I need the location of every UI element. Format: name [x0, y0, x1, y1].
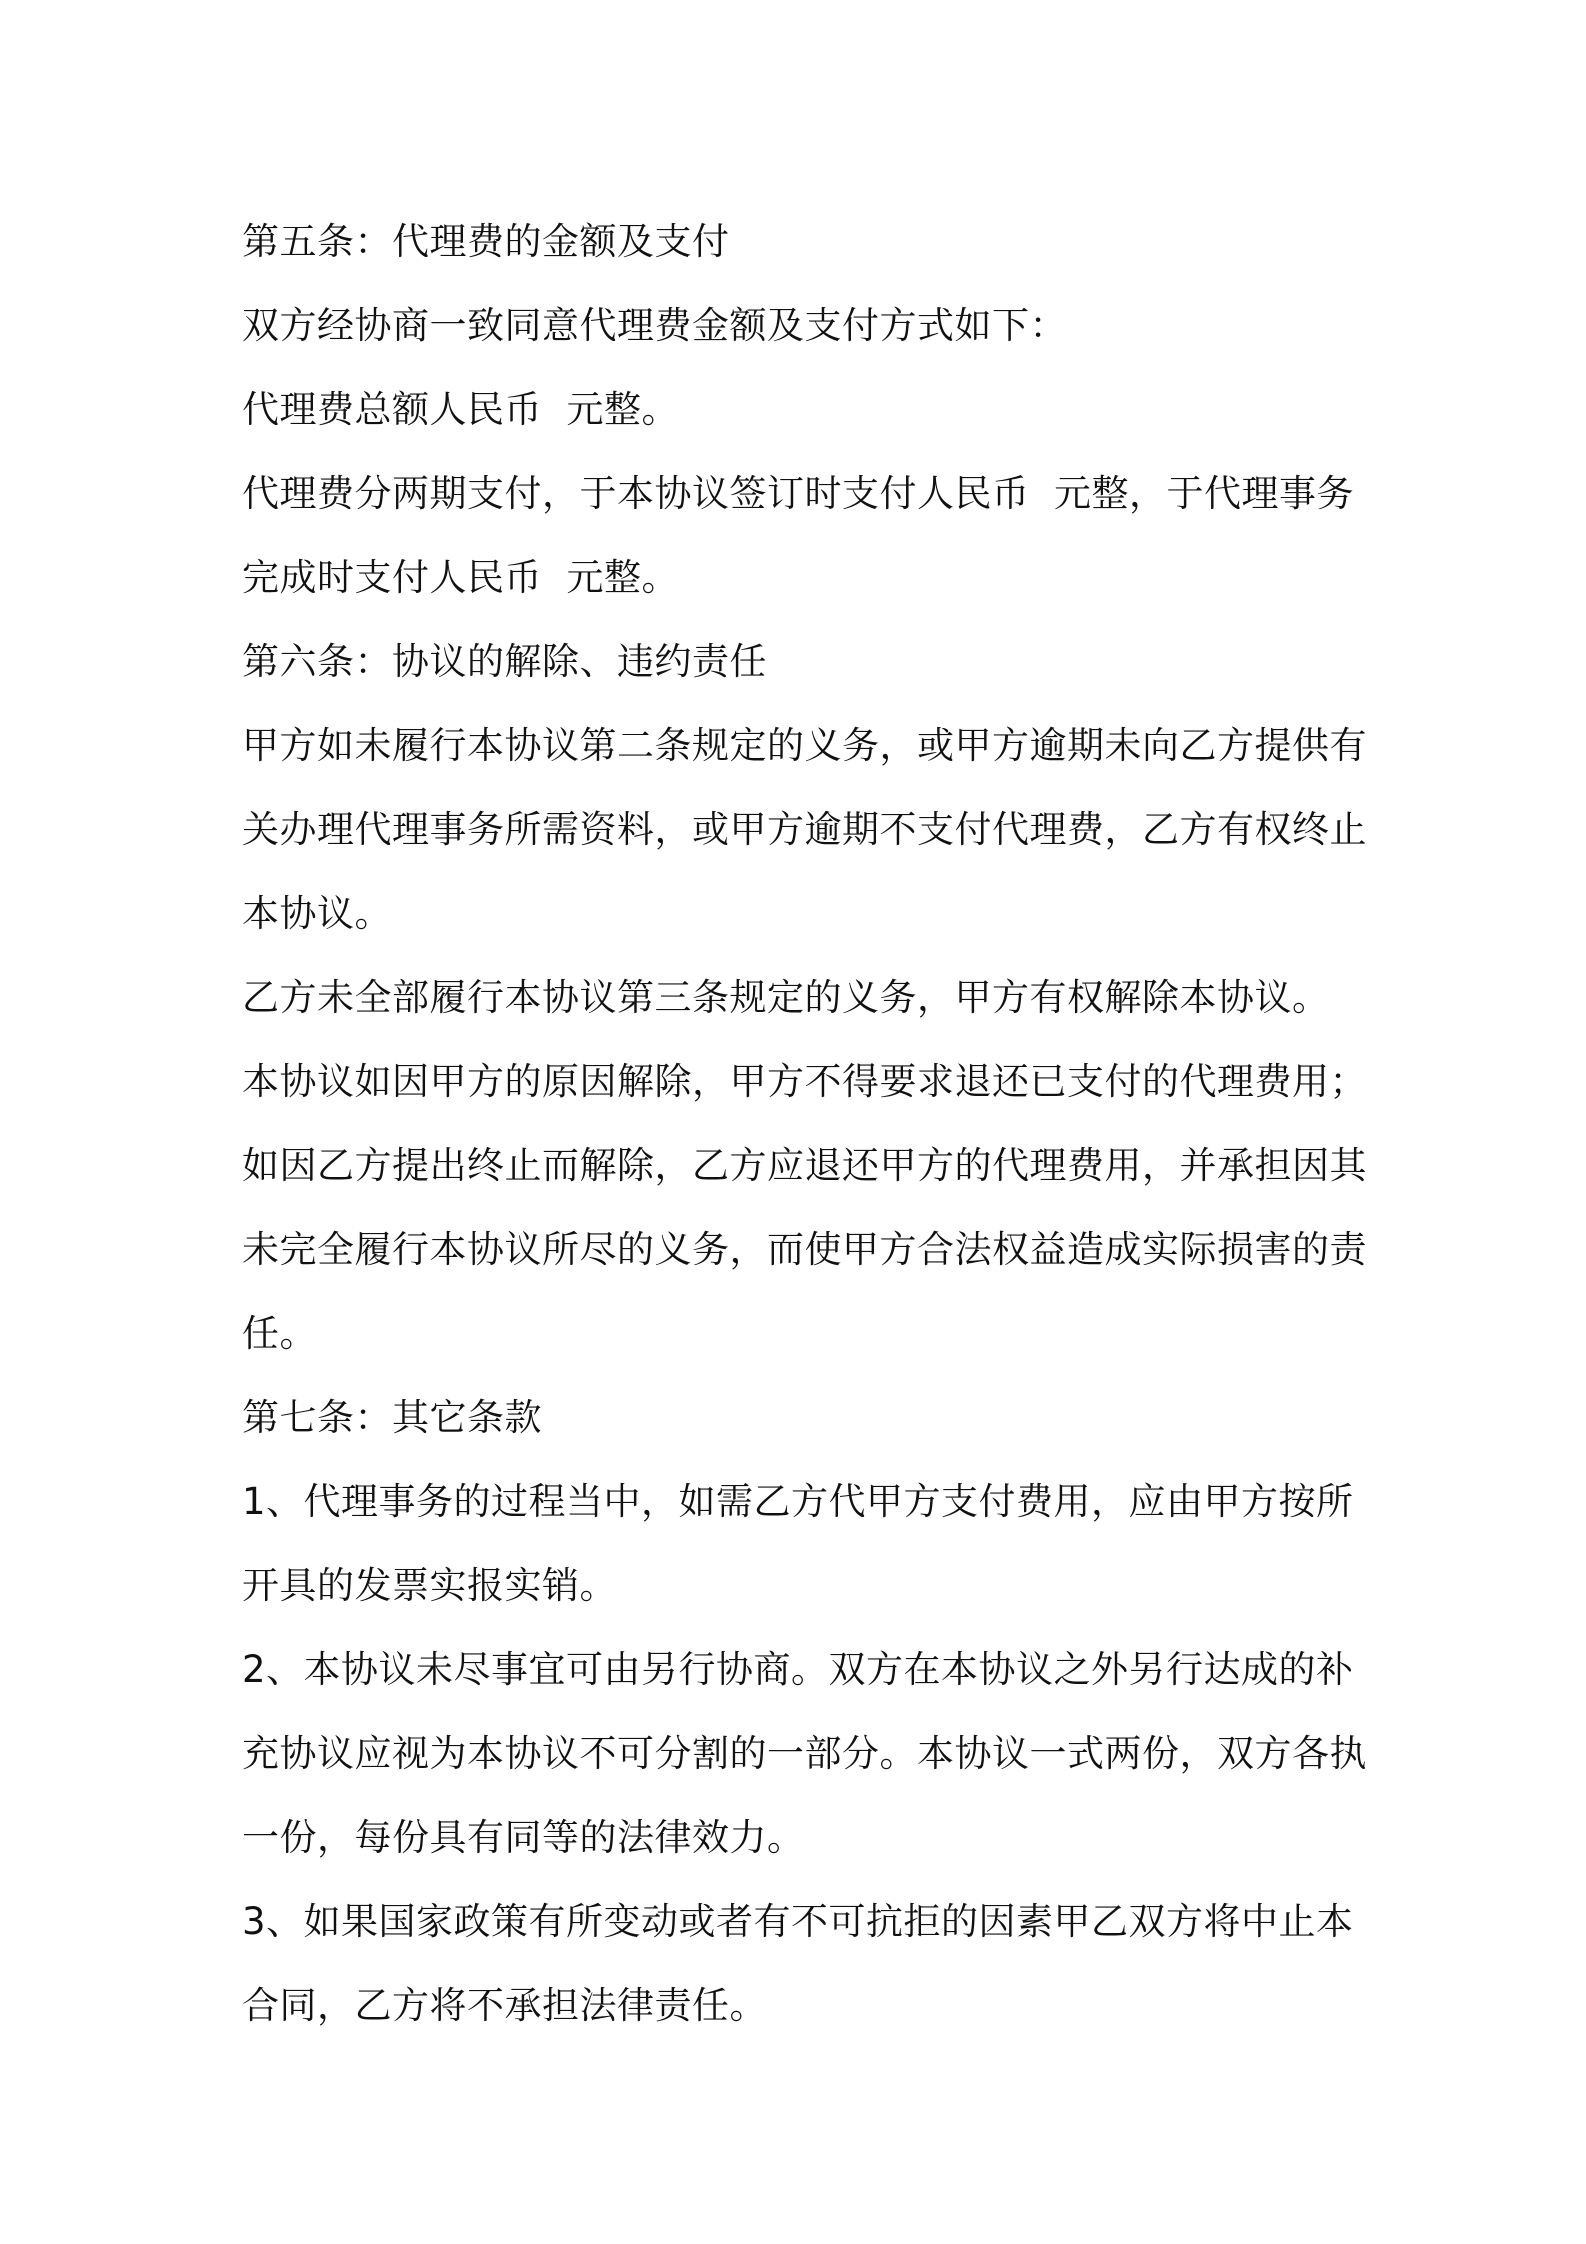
paragraph-line: 甲方如未履行本协议第二条规定的义务，或甲方逾期未向乙方提供有	[242, 724, 1367, 767]
clause-2-line: 一份，每份具有同等的法律效力。	[242, 1816, 805, 1859]
paragraph-line: 如因乙方提出终止而解除，乙方应退还甲方的代理费用，并承担因其	[242, 1144, 1367, 1187]
clause-1-line: 开具的发票实报实销。	[242, 1564, 617, 1607]
clause-3-line: 合同，乙方将不承担法律责任。	[242, 1984, 767, 2027]
paragraph-line: 关办理代理事务所需资料，或甲方逾期不支付代理费，乙方有权终止	[242, 808, 1367, 851]
article-6-heading: 第六条：协议的解除、违约责任	[242, 640, 767, 683]
document-body	[242, 200, 1367, 2048]
clause-2-line: 充协议应视为本协议不可分割的一部分。本协议一式两份，双方各执	[242, 1732, 1367, 1775]
paragraph-line: 本协议。	[242, 892, 392, 935]
clause-3-line: 3、如果国家政策有所变动或者有不可抗拒的因素甲乙双方将中止本	[242, 1900, 1354, 1943]
paragraph-line: 完成时支付人民币 元整。	[242, 556, 680, 599]
article-5-heading: 第五条：代理费的金额及支付	[242, 220, 730, 263]
clause-1-line: 1、代理事务的过程当中，如需乙方代甲方支付费用，应由甲方按所	[242, 1480, 1354, 1523]
paragraph-line: 未完全履行本协议所尽的义务，而使甲方合法权益造成实际损害的责	[242, 1228, 1367, 1271]
article-7-heading: 第七条：其它条款	[242, 1396, 542, 1439]
clause-2-line: 2、本协议未尽事宜可由另行协商。双方在本协议之外另行达成的补	[242, 1648, 1354, 1691]
paragraph-line: 任。	[242, 1312, 317, 1355]
paragraph-line: 代理费分两期支付，于本协议签订时支付人民币 元整，于代理事务	[242, 472, 1355, 515]
paragraph-line: 双方经协商一致同意代理费金额及支付方式如下：	[242, 304, 1067, 347]
paragraph-line: 代理费总额人民币 元整。	[242, 388, 680, 431]
paragraph-line: 乙方未全部履行本协议第三条规定的义务，甲方有权解除本协议。	[242, 976, 1330, 1019]
paragraph-line: 本协议如因甲方的原因解除，甲方不得要求退还已支付的代理费用；	[242, 1060, 1367, 1103]
